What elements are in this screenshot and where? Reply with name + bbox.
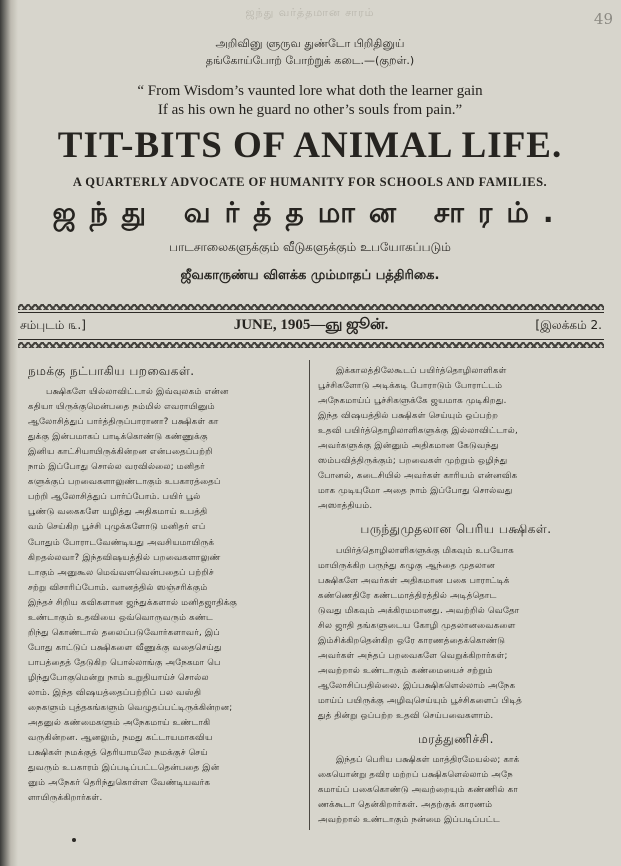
tamil-tagline-2: ஜீவகாருண்ய விளக்க மும்மாதப் பத்திரிகை.	[180, 268, 440, 283]
text-line: பக்ஷிகளே யில்லாவிட்டால் இவ்வுலகம் என்ன	[46, 387, 229, 398]
text-line: இந்த விஷயத்தில் பக்ஷிகள் செய்யும் ஒப்பற்ற	[318, 411, 499, 422]
text-line: அநேகமாய்ப் பூச்சிகளுக்கே ஜயமாக முடிகிறது.	[318, 396, 507, 407]
text-line: மாய்ப் பயிருக்கு அழிவுசெய்யும் பூச்சிகளைப் பிடித்	[318, 695, 523, 706]
decorative-rule-top	[18, 304, 604, 310]
text-line: பூச்சிகளோடு அடிக்கடி போராடும் போராட்டம்	[318, 381, 503, 392]
issue-info-row	[18, 316, 604, 336]
decorative-rule-bottom	[18, 342, 604, 348]
text-line: துக்கு இன்பமாகப் பாடிக்கொண்டு கண்ணுக்கு	[28, 432, 208, 443]
text-line: களுக்குப் பறவைகளாலுண்டாகும் உபகாரத்தைப்	[28, 477, 221, 488]
text-line: அவர்களுக்கு இன்னும் அதிகமான கேடுவந்து	[318, 441, 499, 452]
text-line: டுவது மிகவும் அக்கிரமமானது. அவற்றில் வெதோ	[318, 605, 520, 616]
text-line: டாகும் அனுகூல மெவ்வளவென்பதைப் பற்றிச்	[28, 567, 214, 578]
text-line: பக்ஷிகள் நமக்குத் தெரியாமலே நமக்குச் செய்	[28, 748, 208, 759]
text-line: உதவி பயிர்த்தொழிலாளிகளுக்கு இல்லாவிட்டால்,	[318, 426, 518, 437]
issue-date: JUNE, 1905—ஞு ஜூன்.	[233, 317, 389, 333]
column-divider	[309, 360, 310, 830]
text-line: மாக முடியுமோ அதை நாம் இப்போது சொல்வது	[318, 486, 513, 497]
text-line: கமாய்ப் பகைகொண்டு அவற்றையும் கண்ணில் கா	[318, 785, 518, 796]
text-line: பூண்டு வகைகளே யழித்து அதிகமாய் உபத்தி	[28, 507, 208, 518]
text-line: வம் செய்கிற பூச்சி புழுக்களோடு மனிதர் எப்	[28, 522, 206, 533]
text-line: உண்டாகும் உதவியை ஒவ்வொருவரும் கண்ட	[28, 612, 213, 623]
text-line: றிந்து கொண்டால் தலைப்படுவோர்களாவர், இப்	[28, 627, 220, 638]
epigraph-line-2: தங்கோய்போற் போற்றுக் கடை.—(குறள்.)	[205, 54, 415, 67]
volume-label: சம்புடம் ௩.]	[20, 318, 86, 332]
ink-dot	[72, 838, 76, 842]
text-line: போதும் போராடவேண்டியது அவசியமாயிருக்	[28, 537, 215, 548]
masthead-subtitle: A QUARTERLY ADVOCATE OF HUMANITY FOR SCHOOLS AND FAMILIES.	[72, 175, 548, 189]
text-line: பற்றி ஆலோசித்துப் பார்ப்போம். பயிர் பூல்	[28, 492, 201, 503]
left-column-heading: நமக்கு நட்பாகிய பறவைகள்.	[28, 364, 195, 378]
text-line: இக்காலத்திலேகூடப் பயிர்த்தொழிலாளிகள்	[336, 366, 507, 376]
text-line: வருகின்றன. ஆனலும், நமது கட்டாயமாகவிய	[28, 733, 213, 744]
text-line: ஆலோசித்துப் பார்த்திருப்பாரானா? பக்ஷிகள் கா	[28, 417, 219, 428]
masthead-title: TIT-BITS OF ANIMAL LIFE.	[57, 125, 563, 166]
text-line: அவற்றால் உண்டாகும் கண்மையைச் சற்றும்	[318, 665, 493, 676]
text-line: அதனுல் கண்மைகளும் அநேகமாய் உண்டாகி	[28, 718, 211, 729]
text-line: துவரும் உபகாரம் இப்படிப்பட்டதென்பதை இன்	[28, 763, 220, 774]
text-line: இந்தச் சிறிய கவிகளான ஜந்துக்களால் மனிதஜாதிக்கு	[28, 597, 238, 608]
right-column	[318, 364, 594, 828]
issue-number: [இலக்கம் 2.	[535, 318, 602, 332]
text-line: இம்சிக்கிறதென்கிற ஒரே காரணத்தைக்கொண்டு	[318, 635, 506, 646]
text-line: கதியா யிருக்குமென்பதை நம்மில் எவராயினும்	[28, 402, 215, 413]
text-line: அவர்கள் அந்தப் பறவைகளே வெறுக்கிறார்கள்;	[318, 650, 508, 661]
text-line: பக்ஷிகளே அவர்கள் அதிகமான பகை பாராட்டிக்	[318, 575, 510, 586]
text-line: சில ஜாதி தங்களுடைய கோழி முதலானவைகளை	[318, 620, 516, 631]
text-line: அஸாத்தியம்.	[318, 501, 373, 512]
tamil-tagline-1: பாடசாலைகளுக்கும் வீடுகளுக்கும் உபயோகப்படும்	[169, 240, 451, 254]
right-paragraph-2	[318, 544, 594, 725]
text-line: ஆலோசிப்பதில்லை. இப்பக்ஷிகளெல்லாம் அநேக	[318, 680, 516, 691]
text-line: பாபத்தைத் தேடுகிற பொல்லாங்கு அநேகமா பெ	[28, 657, 221, 668]
divider-line	[18, 312, 604, 313]
text-line: ணக்கூடா தென்கிறார்கள். அதற்குக் காரணம்	[318, 800, 493, 811]
left-column-body	[28, 385, 300, 806]
page-number: 49	[593, 10, 613, 28]
text-line: கண்ணெதிரே கண்டமாத்திரத்தில் அடித்தொட	[318, 590, 497, 601]
text-line: ஸம்பவித்திருக்கும்; பறவைகள் முற்றும் ஒழிந்து	[318, 456, 508, 467]
tamil-masthead-title: ஜந்து வர்த்தமான சாரம்.	[52, 196, 568, 229]
text-line: மாயிருக்கிற பருந்து கழுகு ஆந்தை முதலான	[318, 560, 496, 571]
text-line: நைகளும் புத்தகங்களும் வெழுதப்பட்டிருக்கின்றன;	[28, 703, 233, 714]
text-line: போனல், கடைசியில் அவர்கள் காரியம் என்னவிக	[318, 471, 518, 482]
text-line: சற்று விசாரிப்போம். வானத்தில் ஸஞ்சரிக்கும்	[28, 582, 208, 593]
right-column-heading-3: மரத்துணிச்சி.	[418, 732, 494, 747]
text-line: கிறதல்லவா? இந்தவிஷயத்தில் பறவைகளாலுண்	[28, 552, 221, 563]
quote-line-1: “ From Wisdom’s vaunted lore what doth the learner gain	[137, 83, 483, 99]
text-line: அவற்றால் உண்டாகும் நன்மை இப்படிப்பட்ட	[318, 815, 501, 826]
right-paragraph-1	[318, 364, 594, 514]
text-line: ழிந்துபோகுமென்று நாம் உறுதியாய்ச் சொல்ல	[28, 672, 209, 683]
text-line: இனிய காட்சியாயிருக்கின்றன என்பதைப்பற்றி	[28, 447, 213, 458]
page-edge-shadow	[0, 0, 18, 866]
text-line: பயிர்த்தொழிலாளிகளுக்கு மிகவும் உபயோக	[336, 545, 514, 556]
text-line: நாம் இப்போது சொல்ல வரவில்லை; மனிதர்	[28, 462, 205, 473]
quote-line-2: If as his own he guard no other’s souls from pain.”	[157, 102, 463, 118]
text-line: இந்தப் பெரிய பக்ஷிகள் மாத்திரமேயல்ல; காக்	[336, 755, 520, 766]
epigraph-line-1: அறிவினு ளுருவ துண்டோ பிறிதினுய்	[215, 37, 405, 50]
right-column-heading-2: பருந்துமுதலான பெரிய பக்ஷிகள்.	[360, 522, 552, 537]
text-line: லாம். இந்த விஷயத்தைப்பற்றிப் பல வஸ்தி	[28, 687, 202, 698]
left-column	[28, 364, 300, 806]
text-line: ளாயிருக்கிறார்கள்.	[28, 793, 103, 804]
text-line: னும் அநேகர் தெரிந்துகொள்ள வேண்டியவர்க	[28, 778, 211, 789]
divider-line	[18, 339, 604, 340]
right-paragraph-3	[318, 753, 594, 828]
text-line: போது காட்டுப் பக்ஷிகளை வீணுக்கு வதைசெய்து	[28, 642, 222, 653]
bleed-through-header: ஜந்து வர்த்தமான சாரம்	[245, 6, 375, 19]
text-line: துத் தின்று ஒப்பற்ற உதவி செய்பவைகளாம்.	[318, 711, 494, 722]
text-line: கையொன்று தவிர மற்றப் பக்ஷிகளெல்லாம் அநே	[318, 770, 513, 781]
